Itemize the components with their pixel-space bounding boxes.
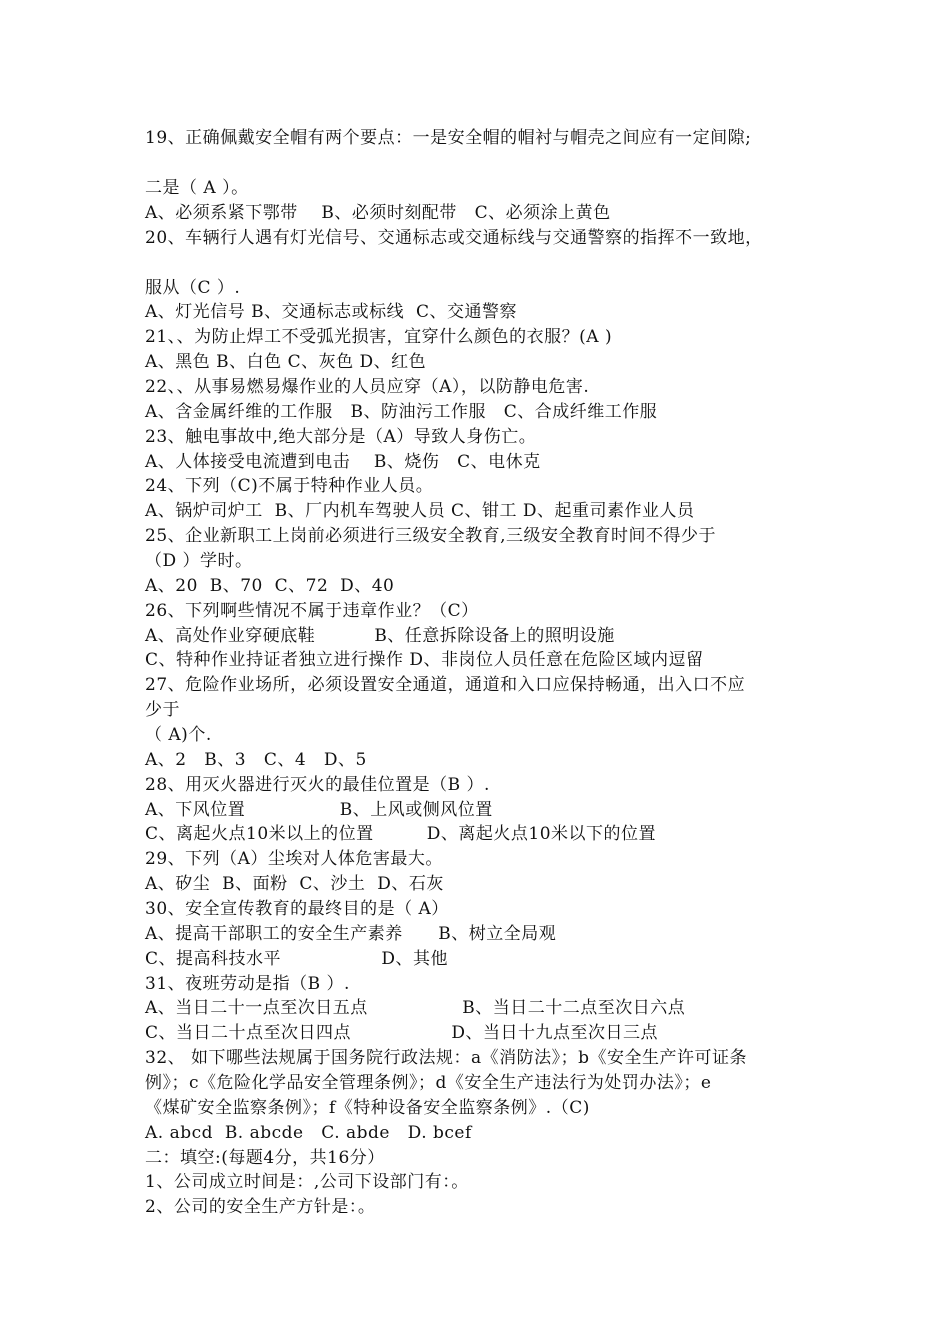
question-22-options: A、含金属纤维的工作服 B、防油污工作服 C、合成纤维工作服 [145, 402, 658, 422]
question-30-options-2: C、提高科技水平 D、其他 [145, 949, 449, 969]
question-27-line-3: （ A)个. [145, 725, 212, 745]
question-30-options-1: A、提高干部职工的安全生产素养 B、树立全局观 [145, 924, 557, 944]
question-29-options: A、矽尘 B、面粉 C、沙土 D、石灰 [145, 874, 444, 894]
section-fill-in-heading: 二：填空:(每题4分，共16分） [145, 1148, 385, 1168]
question-22: 22、、从事易燃易爆作业的人员应穿（A），以防静电危害. [145, 377, 590, 397]
question-20-line-1: 20、车辆行人遇有灯光信号、交通标志或交通标线与交通警察的指挥不一致地， [145, 228, 763, 248]
question-23-options: A、人体接受电流遭到电击 B、烧伤 C、电休克 [145, 452, 541, 472]
question-27-line-1: 27、危险作业场所，必须设置安全通道，通道和入口应保持畅通，出入口不应 [145, 675, 746, 695]
question-28: 28、用灭火器进行灭火的最佳位置是（B ）. [145, 775, 490, 795]
question-32-line-3: 《煤矿安全监察条例》；f《特种设备安全监察条例》.（C) [145, 1098, 590, 1118]
question-21-options: A、黑色 B、白色 C、灰色 D、红色 [145, 352, 427, 372]
question-19-line-1: 19、正确佩戴安全帽有两个要点：一是安全帽的帽衬与帽壳之间应有一定间隙; [145, 128, 752, 148]
question-27-line-2: 少于 [145, 700, 180, 720]
question-26-options-2: C、特种作业持证者独立进行操作 D、非岗位人员任意在危险区域内逗留 [145, 650, 704, 670]
question-29: 29、下列（A）尘埃对人体危害最大。 [145, 849, 443, 869]
question-23: 23、触电事故中,绝大部分是（A）导致人身伤亡。 [145, 427, 537, 447]
fill-in-question-2: 2、公司的安全生产方针是：。 [145, 1197, 376, 1217]
question-19-line-2: 二是（ A ）。 [145, 178, 249, 198]
question-26-options-1: A、高处作业穿硬底鞋 B、任意拆除设备上的照明设施 [145, 626, 615, 646]
question-32-line-2: 例》；c《危险化学品安全管理条例》；d《安全生产违法行为处罚办法》；e [145, 1073, 712, 1093]
question-28-options-1: A、下风位置 B、上风或侧风位置 [145, 800, 493, 820]
question-24-options: A、锅炉司炉工 B、厂内机车驾驶人员 C、钳工 D、起重司素作业人员 [145, 501, 695, 521]
question-31: 31、夜班劳动是指（B ）. [145, 974, 350, 994]
question-30: 30、安全宣传教育的最终目的是（ A） [145, 899, 449, 919]
question-28-options-2: C、离起火点10米以上的位置 D、离起火点10米以下的位置 [145, 824, 657, 844]
question-25-line-1: 25、企业新职工上岗前必须进行三级安全教育,三级安全教育时间不得少于 [145, 526, 717, 546]
question-19-options: A、必须系紧下鄂带 B、必须时刻配带 C、必须涂上黄色 [145, 203, 611, 223]
question-32-options: A. abcd B. abcde C. abde D. bcef [145, 1123, 472, 1143]
question-21: 21、、为防止焊工不受弧光损害，宜穿什么颜色的衣服？(A ) [145, 327, 613, 347]
question-24: 24、下列（C)不属于特种作业人员。 [145, 476, 434, 496]
question-27-options: A、2 B、3 C、4 D、5 [145, 750, 367, 770]
fill-in-question-1: 1、公司成立时间是：,公司下设部门有：。 [145, 1172, 469, 1192]
question-20-line-2: 服从（C ）. [145, 278, 241, 298]
question-20-options: A、灯光信号 B、交通标志或标线 C、交通警察 [145, 302, 517, 322]
question-25-line-2: （D ）学时。 [145, 551, 253, 571]
question-26: 26、下列啊些情况不属于违章作业？（C） [145, 601, 479, 621]
question-25-options: A、20 B、70 C、72 D、40 [145, 576, 395, 596]
question-31-options-1: A、当日二十一点至次日五点 B、当日二十二点至次日六点 [145, 998, 686, 1018]
question-31-options-2: C、当日二十点至次日四点 D、当日十九点至次日三点 [145, 1023, 659, 1043]
question-32-line-1: 32、 如下哪些法规属于国务院行政法规：a《消防法》；b《安全生产许可证条 [145, 1048, 748, 1068]
